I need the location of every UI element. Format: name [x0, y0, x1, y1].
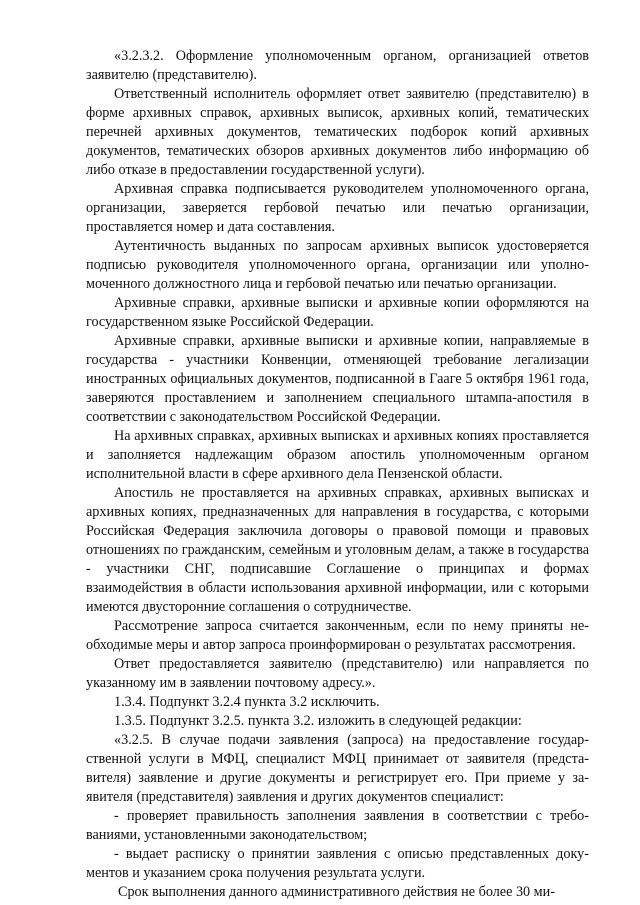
paragraph-6: Архивные справки, архивные выписки и архивные копии, направляемые в государства - участники Конвенции, отменяющей требование легализации иностранных официальных документов, подписанной в Гааге 5 октября 1961 года, заверяются проставлением и заполнением специального штампа-апостиля в соответствии с законодательством Российской Федерации.: [86, 333, 589, 425]
paragraph-8: Апостиль не проставляется на архивных справках, архивных выписках и архивных копиях, предназначенных для направления в государства, с которыми Российская Федерация заключила договоры о правовой помощи и правовых отношениях по гражданским, семейным и уголовным делам, а также в государства - участники СНГ, подписавшие Соглашение о принципах и формах взаимодействия в области использования архивной информации, или с которыми имеются двусторонние соглашения о сотрудничестве.: [86, 485, 589, 615]
paragraph-15: - выдает расписку о принятии заявления с описью представленных документов и указанием срока получения результата услуги.: [86, 846, 589, 881]
paragraph-10: Ответ предоставляется заявителю (представителю) или направляется по указанному им в заявлении почтовому адресу.».: [86, 656, 589, 691]
paragraph-1: «3.2.3.2. Оформление уполномоченным органом, организацией ответов заявителю (представителю).: [86, 48, 589, 83]
document-page: [86, 47, 589, 902]
paragraph-16: Срок выполнения данного административного действия не более 30 ми-: [118, 884, 555, 900]
paragraph-13: «3.2.5. В случае подачи заявления (запроса) на предоставление государственной услуги в МФЦ, специалист МФЦ принимает от заявителя (представителя) заявление и другие документы и регистрирует его. При приеме у заявителя (представителя) заявления и других документов специалист:: [86, 732, 589, 805]
paragraph-14: - проверяет правильность заполнения заявления в соответствии с требованиями, установленными законодательством;: [86, 808, 589, 843]
paragraph-4: Аутентичность выданных по запросам архивных выписок удостоверяется подписью руководителя уполномоченного органа, организации или уполномоченного должностного лица и гербовой печатью или печатью организации.: [86, 238, 589, 292]
paragraph-5: Архивные справки, архивные выписки и архивные копии оформляются на государственном языке Российской Федерации.: [86, 295, 589, 330]
paragraph-9: Рассмотрение запроса считается законченным, если по нему приняты необходимые меры и автор запроса проинформирован о результатах рассмотрения.: [86, 618, 589, 653]
paragraph-11: 1.3.4. Подпункт 3.2.4 пункта 3.2 исключить.: [114, 694, 380, 710]
paragraph-12: 1.3.5. Подпункт 3.2.5. пункта 3.2. изложить в следующей редакции:: [114, 713, 522, 729]
paragraph-7: На архивных справках, архивных выписках и архивных копиях проставляется и заполняется надлежащим образом апостиль уполномоченным органом исполнительной власти в сфере архивного дела Пензенской области.: [86, 428, 589, 482]
paragraph-2: Ответственный исполнитель оформляет ответ заявителю (представителю) в форме архивных справок, архивных выписок, архивных копий, тематических перечней архивных документов, тематических подборок копий архивных документов, тематических обзоров архивных документов либо информацию об либо отказе в предоставлении государственной услуги).: [86, 86, 589, 178]
paragraph-3: Архивная справка подписывается руководителем уполномоченного органа, организации, заверяется гербовой печатью или печатью организации, проставляется номер и дата составления.: [86, 181, 589, 235]
